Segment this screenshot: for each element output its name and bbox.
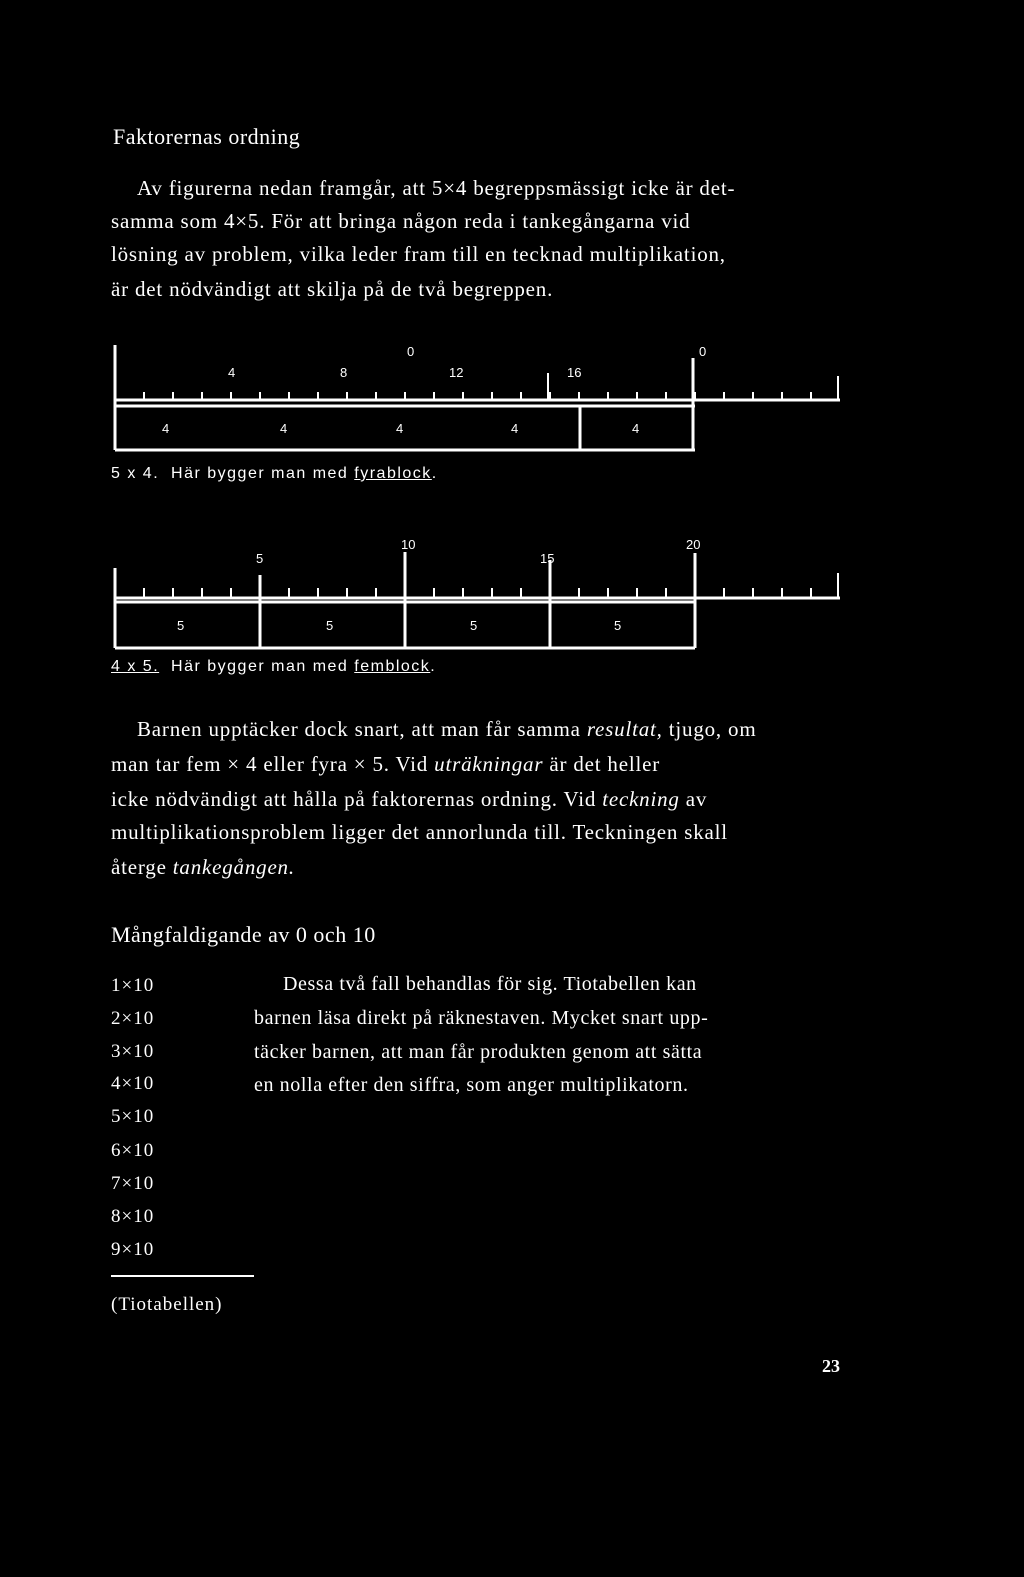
- text-emphasis: uträkningar: [434, 752, 544, 776]
- ruler-label: 4: [228, 365, 236, 380]
- paragraph2-line-2: [111, 752, 660, 777]
- side-paragraph-line-2: barnen läsa direkt på räknestaven. Mycket snart upp-: [254, 1007, 709, 1029]
- caption-prefix: 5 x 4.: [111, 465, 160, 482]
- text-run: är det heller: [543, 752, 661, 776]
- table-caption: (Tiotabellen): [111, 1294, 223, 1315]
- text-run: tjugo, om: [662, 717, 757, 741]
- section-heading-faktorernas-ordning: Faktorernas ordning: [113, 124, 301, 149]
- section-heading-mangfaldigande: Mångfaldigande av 0 och 10: [111, 922, 376, 947]
- ruler-label: 5: [256, 551, 264, 566]
- figure1-caption: [111, 465, 438, 483]
- table-row: 6×10: [111, 1140, 155, 1161]
- table-row: 1×10: [111, 975, 155, 996]
- table-row: 2×10: [111, 1008, 155, 1029]
- text-run: av: [679, 787, 708, 811]
- figure-5x4: [115, 344, 840, 450]
- caption-underlined: femblock: [354, 658, 431, 675]
- block-label: 4: [162, 421, 170, 436]
- block-label: 4: [511, 421, 519, 436]
- caption-end: .: [431, 465, 438, 482]
- block-label: 4: [280, 421, 288, 436]
- paragraph-line-4: är det nödvändigt att skilja på de två begreppen.: [111, 277, 554, 301]
- caption-text: Här bygger man med: [171, 658, 355, 675]
- side-paragraph-line-3: täcker barnen, att man får produkten genom att sätta: [254, 1041, 703, 1063]
- ruler-label: 8: [340, 365, 348, 380]
- table-row: 8×10: [111, 1206, 155, 1227]
- ruler-label: 0: [699, 344, 707, 359]
- text-run: icke nödvändigt att hålla på faktorernas ordning. Vid: [111, 787, 603, 811]
- text-run: återge: [111, 855, 173, 879]
- ruler-label: 12: [449, 365, 464, 380]
- table-row: 7×10: [111, 1173, 155, 1194]
- ruler-label: 0: [407, 344, 415, 359]
- text-emphasis: tankegången.: [172, 855, 295, 879]
- table-row: 4×10: [111, 1073, 155, 1094]
- table-rule: [111, 1275, 254, 1277]
- block-label: 4: [632, 421, 640, 436]
- paragraph2-line-5: [111, 855, 295, 880]
- ruler-label: 10: [401, 537, 416, 552]
- block-label: 5: [614, 618, 622, 633]
- side-paragraph-line-1: Dessa två fall behandlas för sig. Tiotabellen kan: [283, 973, 697, 995]
- paragraph-line-2: samma som 4×5. För att bringa någon reda i tankegångarna vid: [111, 209, 691, 233]
- table-row: 3×10: [111, 1041, 155, 1062]
- page-number: 23: [822, 1356, 840, 1376]
- text-emphasis: resultat,: [586, 717, 663, 741]
- ruler-label: 15: [540, 551, 555, 566]
- text-run: man tar fem × 4 eller fyra × 5. Vid: [111, 752, 435, 776]
- caption-end: .: [430, 658, 437, 675]
- table-row: 9×10: [111, 1239, 155, 1260]
- text-emphasis: teckning: [602, 787, 680, 811]
- block-label: 5: [470, 618, 478, 633]
- block-label: 5: [177, 618, 185, 633]
- block-label: 4: [396, 421, 404, 436]
- caption-prefix: 4 x 5.: [111, 658, 160, 675]
- paragraph2-line-4: multiplikationsproblem ligger det annorlunda till. Teckningen skall: [111, 820, 728, 844]
- table-row: 5×10: [111, 1106, 155, 1127]
- paragraph2-line-3: [111, 787, 707, 812]
- figure2-caption: [111, 658, 436, 676]
- ruler-label: 20: [686, 537, 701, 552]
- paragraph-line-3: lösning av problem, vilka leder fram till en tecknad multiplikation,: [111, 242, 726, 266]
- caption-text: Här bygger man med: [171, 465, 355, 482]
- figure-4x5: [115, 537, 840, 648]
- paragraph-line-1: Av figurerna nedan framgår, att 5×4 begreppsmässigt icke är det-: [137, 176, 736, 200]
- ruler-label: 16: [567, 365, 582, 380]
- text-run: Barnen upptäcker dock snart, att man får samma: [137, 717, 587, 741]
- caption-underlined: fyrablock: [354, 465, 432, 482]
- block-label: 5: [326, 618, 334, 633]
- side-paragraph-line-4: en nolla efter den siffra, som anger multiplikatorn.: [254, 1074, 689, 1096]
- paragraph2-line-1: [137, 717, 756, 742]
